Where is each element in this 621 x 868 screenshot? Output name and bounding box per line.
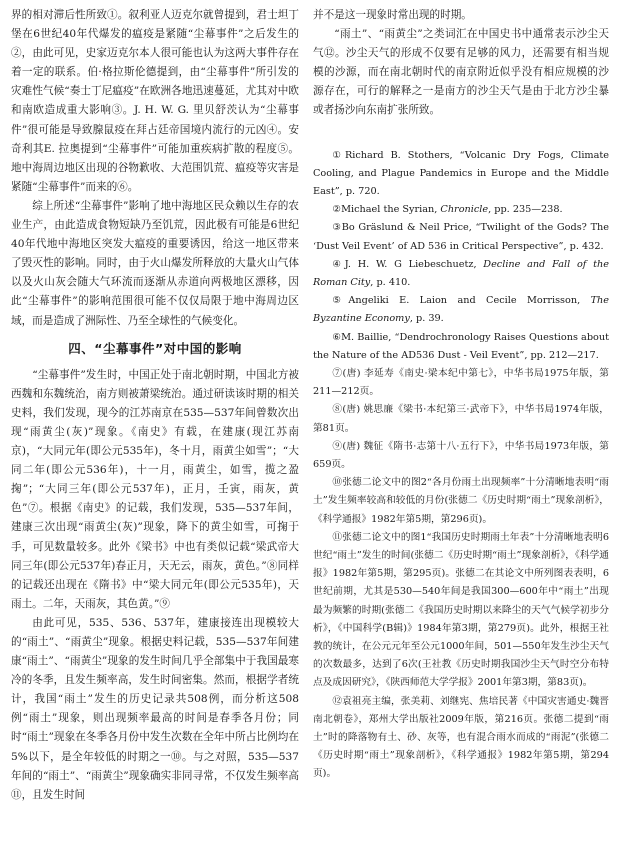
footnote-8: ⑧(唐) 姚思廉《梁书·本纪第三·武帝下》，中华书局1974年版，第81页。 — [313, 404, 609, 434]
footnote-9: ⑨(唐) 魏征《隋书·志第十八·五行下》，中华书局1973年版，第659页。 — [313, 440, 609, 471]
paragraph-summary: 综上所述“尘幕事件”影响了地中海地区民众赖以生存的农业生产，由此造成食物短缺乃至饥荒，因此极有可能是6世纪40年代地中海地区突发大瘟疫的重要诱因，给这一地区带来了毁灭性的影响。同时，由于火山爆发所释放的大量火山气体以及火山灰会随大气环流而逐渐从赤道向两极地区漂移，因此“尘幕事件”的影响范围很可能不仅仅局限于地中海周边区域，而是造成了洲际性、乃至全球性的气候变化。 — [11, 199, 299, 327]
footnote-12: ⑫袁祖亮主编，张美莉、刘继宪、焦培民著《中国灾害通史·魏晋南北朝卷》，郑州大学出版社2009年版，第216页。张德二提到“雨土”时的降落物有土、砂、灰等，也有混合雨水而成的“雨泥”(张德二《历史时期“雨土”现象剖析》，《科学通报》1982年第5期，第294页)。 — [313, 695, 609, 780]
footnote-4: ④J. H. W. G Liebeschuetz, Decline and Fall of the Roman City, p. 410. — [313, 258, 609, 288]
footnote-2: ②Michael the Syrian, Chronicle, pp. 235—238. — [332, 204, 563, 216]
section-heading: 四、“尘幕事件”对中国的影响 — [68, 340, 242, 356]
footnote-11: ⑪张德二论文中的图1“我国历史时期雨土年表”十分清晰地表明6世纪“雨土”发生的时间(张德二《历史时期“雨土”现象剖析》，《科学通报》1982年第5期，第295页)。张德二在其论文中所列图表表明，6世纪前期，尤其是530—540年间是我国300—600年中“雨土”出现最为频繁的时期(张德二《我国历史时期以来降尘的天气气候学初步分析》，《中国科学(B辑)》1984年第3期，第279页)。此外，根据王社教的统计，在公元元年至公元1000年间，501—550年发生沙尘天气的次数最多，达到了6次(王社教《历史时期我国沙尘天气时空分布特点及成因研究》，《陕西师范大学学报》2001年第3期，第83页)。 — [313, 531, 609, 689]
footnote-10: ⑩张德二论文中的图2“各月份雨土出现频率”十分清晰地表明“雨土”发生频率较高和较低的月份(张德二《历史时期“雨土”现象剖析》，《科学通报》1982年第5期，第296页)。 — [313, 477, 609, 525]
footnote-6: ⑥M. Baillie, “Dendrochronology Raises Questions about the Nature of the AD536 Dust - Veil Event”, pp. 212—217. — [313, 331, 609, 361]
paragraph-china-records: “尘幕事件”发生时，中国正处于南北朝时期，中国北方被西魏和东魏统治，南方则被萧梁统治。通过研读该时期的相关史料，我们发现，现今的江苏南京在535—537年间曾数次出现“雨黄尘(灰)”现象。《南史》有载，在建康(现江苏南京)，“大同元年(即公元535年)，冬十月，雨黄尘如雪”；“大同二年(即公元536年)，十一月，雨黄尘，如雪，揽之盈掬”；“大同三年(即公元537年)，正月，壬寅，雨灰，黄色”⑦。根据《南史》的记载，我们发现，535—537年间，建康三次出现“雨黄尘(灰)”现象，降下的黄尘如雪，可掬于手，可见数量较多。此外《梁书》中也有类似记载“梁武帝大同三年(即公元537年)春正月，天无云，雨灰，黄色。”⑧同样的记载还出现在《隋书》中“梁大同元年(即公元535年)，天雨土。二年，天雨灰，其色黄。”⑨ — [11, 368, 299, 610]
footnote-7: ⑦(唐) 李延寿《南史·梁本纪中第七》，中华书局1975年版，第211—212页。 — [313, 368, 609, 398]
footnote-1: ①Richard B. Stothers, “Volcanic Dry Fogs, Climate Cooling, and Plague Pandemics in Europe and the Middle East”, p. 720. — [313, 149, 609, 197]
paragraph-dust-weather: “雨土”、“雨黄尘”之类词汇在中国史书中通常表示沙尘天气⑫。沙尘天气的形成不仅要有足够的风力，还需要有相当规模的沙源，而在南北朝时代的南京附近似乎没有相应规模的沙源存在，可行的解释之一是南方的沙尘天气是由于北方沙尘暴或者扬沙向东南扩张所致。 — [313, 28, 609, 117]
paragraph-plague-continuation: 界的相对滞后性所致①。叙利亚人迈克尔就曾提到，君士坦丁堡在6世纪40年代爆发的瘟疫是紧随“尘幕事件”之后发生的②，由此可见，史家迈克尔本人很可能也认为这两大事件存在着一定的联系。伯·格拉斯伦德提到，由“尘幕事件”所引发的灾难性气候“奏士丁尼瘟疫”在欧洲各地迅速蔓延，尤其对中欧和南欧造成重大影响③。J. H. W. G. 里贝舒茨认为“尘幕事件”很可能是导致腺鼠疫在拜占廷帝国境内流行的元凶④。安奇利其E. 拉奥提到“尘幕事件”可能加重疾病扩散的程度⑤。地中海周边地区出现的谷物歉收、大范围饥荒、瘟疫等灾害是紧随“尘幕事件”而来的⑥。 — [11, 9, 299, 193]
footnote-3: ③Bo Gräslund & Neil Price, “Twilight of the Gods? The ‘Dust Veil Event’ of AD 536 in Critical Perspective”, p. 432. — [313, 222, 609, 252]
footnotes — [313, 147, 609, 784]
footnote-5: ⑤Angeliki E. Laion and Cecile Morrisson, The Byzantine Economy, p. 39. — [313, 295, 609, 325]
paragraph-continuation: 并不是这一现象时常出现的时期。 — [313, 9, 472, 21]
left-column — [11, 6, 299, 805]
right-column — [313, 6, 609, 784]
paragraph-china-analysis: 由此可见，535、536、537年，建康接连出现模较大的“雨土”、“雨黄尘”现象。根据史料记载，535—537年间建康“雨土”、“雨黄尘”现象的发生时间几乎全部集中于我国最寒冷的冬季，且发生频率高，发生时间密集。然而，根据学者统计，我国“雨土”发生的历史记录共508例，而分析这508例“雨土”现象，则出现频率最高的时间是春季各月份；同时“雨土”现象在冬季各月份中发生次数在全年中所占比例均在5%以下，是全年较低的时期之一⑩。与之对照，535—537年间的“雨土”、“雨黄尘”现象确实非同寻常，不仅发生频率高⑪，且发生时间 — [11, 616, 299, 801]
